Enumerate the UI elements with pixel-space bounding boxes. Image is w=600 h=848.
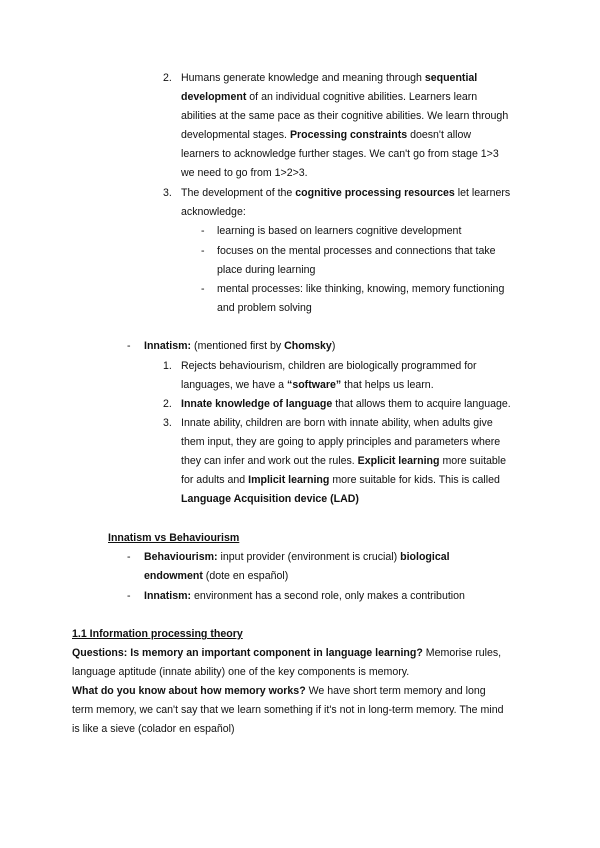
- bullet-text: Innatism: environment has a second role, only makes a contribution: [144, 590, 465, 602]
- list-number: 2.: [163, 72, 172, 84]
- bullet-text: Behaviourism: input provider (environment is crucial) biological: [144, 551, 450, 563]
- bullet-dash: -: [127, 340, 131, 352]
- text-line: What do you know about how memory works? We have short term memory and long: [72, 685, 486, 697]
- bullet-text: mental processes: like thinking, knowing, memory functioning: [217, 283, 505, 295]
- bullet-dash: -: [127, 551, 131, 563]
- text-line: Innate ability, children are born with innate ability, when adults give: [181, 417, 493, 429]
- bullet-text: and problem solving: [217, 302, 312, 314]
- text-line: they can infer and work out the rules. Explicit learning more suitable: [181, 455, 507, 467]
- text-line: is like a sieve (colador en español): [72, 723, 235, 735]
- bullet-text: place during learning: [217, 264, 316, 276]
- bullet-text: focuses on the mental processes and connections that take: [217, 245, 496, 257]
- text-line: Rejects behaviourism, children are biologically programmed for: [181, 360, 477, 372]
- text-line: Innate knowledge of language that allows them to acquire language.: [181, 398, 511, 410]
- text-line: for adults and Implicit learning more suitable for kids. This is called: [181, 474, 500, 486]
- bullet-dash: -: [127, 590, 131, 602]
- text-line: development of an individual cognitive abilities. Learners learn: [181, 91, 478, 103]
- bullet-text: learning is based on learners cognitive development: [217, 225, 462, 237]
- text-line: language aptitude (innate ability) one of the key components is memory.: [72, 666, 410, 678]
- text-line: them input, they are going to apply principles and parameters where: [181, 436, 501, 448]
- list-number: 3.: [163, 187, 172, 199]
- list-number: 1.: [163, 360, 172, 372]
- text-line: term memory, we can't say that we learn something if it's not in long-term memory. The mind: [72, 704, 504, 716]
- text-line: Questions: Is memory an important component in language learning? Memorise rules,: [72, 647, 502, 659]
- innatism-heading: Innatism: (mentioned first by Chomsky): [144, 340, 336, 352]
- bullet-dash: -: [201, 245, 205, 257]
- text-line: Humans generate knowledge and meaning through sequential: [181, 72, 478, 84]
- text-line: abilities at the same pace as their cognitive abilities. We learn through: [181, 110, 509, 122]
- text-line: The development of the cognitive processing resources let learners: [181, 187, 511, 199]
- list-number: 3.: [163, 417, 172, 429]
- text-line: Language Acquisition device (LAD): [181, 493, 359, 505]
- list-number: 2.: [163, 398, 172, 410]
- bullet-text: endowment (dote en español): [144, 570, 289, 582]
- section-heading: Innatism vs Behaviourism: [108, 532, 240, 544]
- text-line: learners to acknowledge further stages. We can't go from stage 1>3: [181, 148, 499, 160]
- bullet-dash: -: [201, 225, 205, 237]
- text-line: developmental stages. Processing constraints doesn't allow: [181, 129, 471, 141]
- section-heading: 1.1 Information processing theory: [72, 628, 243, 640]
- text-line: acknowledge:: [181, 206, 246, 218]
- text-line: we need to go from 1>2>3.: [181, 167, 308, 179]
- text-line: languages, we have a “software” that helps us learn.: [181, 379, 434, 391]
- bullet-dash: -: [201, 283, 205, 295]
